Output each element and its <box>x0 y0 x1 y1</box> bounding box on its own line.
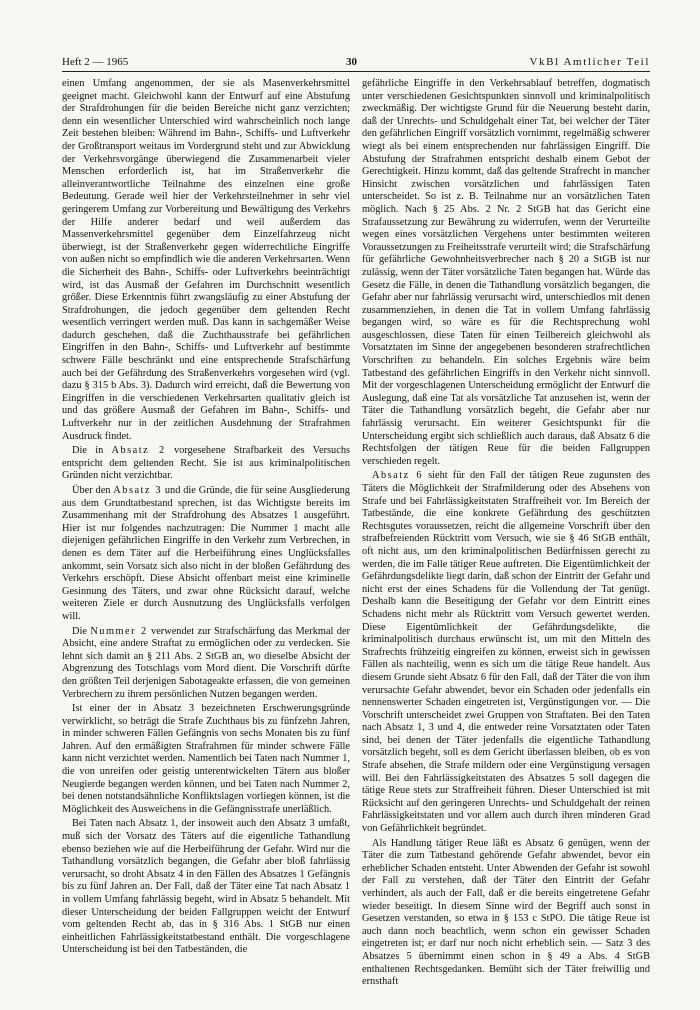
emphasized-reference: Nummer 2 <box>90 625 148 637</box>
paragraph <box>362 838 650 989</box>
paragraph-text: und die Gründe, die für seine Ausgliederung aus dem Grundtatbestand sprechen, ist das Wichtigste bereits im Zusammenhang mit der Strafdrohung des Absatzes 1 ausgeführt. Hier ist nur folgendes nachzutragen: Die Nummer 1 macht alle diejenigen gefährlichen Eingriffe in den Verkehr zum Verbrechen, in denen es dem Täter auf die Herbeiführung eines Unglücksfalles ankommt, sein Vorsatz sich also nicht in der bloßen Gefährdung des Verkehrs erschöpft. Diese Absicht offenbart meist eine kriminelle Gesinnung des Täters, und zwar ohne Rücksicht darauf, welche weiteren Ziele er durch Ausnutzung des Unglücksfalls verfolgen will. <box>62 485 350 622</box>
paragraph-text: Bei Taten nach Absatz 1, der insoweit auch den Absatz 3 umfaßt, muß sich der Vorsatz des Täters auf die eigentliche Tathandlung ebenso beziehen wie auf die Herbeiführung der Gefahr. Wird nur die Tathandlung vorsätzlich begangen, die Gefahr aber bloß fahrlässig verursacht, so droht Absatz 4 in den Fällen des Absatzes 1 Gefängnis bis zu fünf Jahren an. Der Fall, daß der Täter eine Tat nach Absatz 1 in vollem Umfang fahrlässig begeht, wird in Absatz 5 behandelt. Mit dieser Unterscheidung der beiden Fallgruppen weicht der Entwurf vom geltenden Recht ab, das in § 316 Abs. 1 StGB nur einen einheitlichen Fahrlässigkeitstatbestand enthält. Die vorgeschlagene Unterscheidung ist bei den Tatbeständen, die <box>62 818 350 956</box>
paragraph <box>62 626 350 702</box>
emphasized-reference: Absatz 2 <box>111 445 166 457</box>
paragraph-text: verwendet zur Strafschärfung das Merkmal der Absicht, eine andere Straftat zu ermöglichen oder zu verdecken. Sie lehnt sich damit an § 211 Abs. 2 StGB an, wo dieselbe Absicht der Abgrenzung des Totschlags vom Mord dient. Die Vorschrift dürfte den größten Teil derjenigen Sabotageakte erfassen, die von gemeinen Verbrechern zu ihrem persönlichen Nutzen begangen werden. <box>62 625 350 700</box>
issue-label: Heft 2 — 1965 <box>62 56 129 68</box>
paragraph-lead: Über den <box>72 485 114 496</box>
paragraph-text: gefährliche Eingriffe in den Verkehrsablauf betreffen, dogmatisch unter verschiedenen Gesichtspunkten sinnvoll und kriminalpolitisch zweckmäßig. Der wichtigste Grund für die Neuerung besteht darin, daß der Unrechts- und Schuldgehalt einer Tat, bei welcher der Täter den gefährlichen Eingriff vorsätzlich vornimmt, regelmäßig schwerer wiegt als bei einem entsprechenden nur fahrlässigen Eingriff. Die Abstufung der Strafrahmen entspricht deshalb einem Gebot der Gerechtigkeit. Hinzu kommt, daß das geltende Strafrecht in mancher Hinsicht zwischen vorsätzlichen und fahrlässigen Taten unterscheidet. So ist z. B. Teilnahme nur an vorsätzlichen Taten möglich. Nach § 25 Abs. 2 Nr. 2 StGB hat das Gericht eine Strafaussetzung zur Bewährung zu widerrufen, wenn der Verurteilte wegen eines vorsätzlichen Vergehens unter bestimmten weiteren Voraussetzungen zu Freiheitsstrafe verurteilt wird; die Strafschärfung für gefährliche Gewohnheitsverbrecher nach § 20 a StGB ist nur zulässig, wenn der Täter vorsätzliche Taten begangen hat. Würde das Gesetz die Fälle, in denen die Tathandlung vorsätzlich begangen, die Gefahr aber nur fahrlässig verursacht wird, unterschiedlos mit denen zusammenziehen, in denen die Tat in vollem Umfang fahrlässig begangen wird, so wäre es für die Rechtsprechung wohl ausgeschlossen, diese Taten für einen Teilbereich gleichwohl als Vorsatztaten im Sinne der angegebenen besonderen strafrechtlichen Vorschriften zu behandeln. Ein solches Ergebnis wäre beim Tatbestand des gefährlichen Eingriffs in den Verkehr nicht sinnvoll. Mit der vorgeschlagenen Unterscheidung ermöglicht der Entwurf die Auslegung, daß eine Tat als vorsätzliche Tat anzusehen ist, wenn der Täter die Tathandlung vorsätzlich begeht, die Gefahr aber nur fahrlässig verursacht. Ein weiterer Gesichtspunkt für die Unterscheidung ergibt sich schließlich auch daraus, daß Absatz 6 die Rechtsfolgen der tätigen Reue für die beiden Fallgruppen verschieden regelt. <box>362 78 650 467</box>
right-text-column <box>362 78 650 1000</box>
paragraph <box>62 818 350 957</box>
paragraph-lead: Die <box>72 625 91 637</box>
paragraph <box>62 78 350 443</box>
paragraph-text: sieht für den Fall der tätigen Reue zugunsten des Täters die Möglichkeit der Strafmilderung oder des Absehens von Strafe und bei Fahrlässigkeitstaten Straffreiheit vor. Im Bereich der Tatbestände, die eine konkrete Gefährdung des geschützten Rechtsgutes voraussetzen, reicht die allgemeine Vorschrift über den strafbefreienden Rücktritt vom Versuch, wie sie § 46 StGB enthält, oft nicht aus, um den kriminalpolitischen Bedürfnissen gerecht zu werden, die im Falle tätiger Reue auftreten. Die Eigentümlichkeit der Gefährdungsdelikte liegt darin, daß schon der Eintritt der Gefahr und nicht erst der eines Schadens für die Vollendung der Tat genügt. Deshalb kann die Beseitigung der Gefahr vor dem Eintritt eines Schadens nicht mehr als Rücktritt vom Versuch gewertet werden. Diese Eigentümlichkeit der Gefährdungsdelikte, die kriminalpolitisch durchaus erwünscht ist, um mit den Mitteln des Strafrechts frühzeitig eingreifen zu können, erweist sich in gewissen Fällen als nachteilig, wenn es sich um die tätige Reue handelt. Aus diesem Grunde sieht Absatz 6 für den Fall, daß der Täter die von ihm verursachte Gefahr abwendet, bevor ein Schaden oder jedenfalls ein nennenswerter Schaden eingetreten ist, Vergünstigungen vor. — Die Vorschrift unterscheidet zwei Gruppen von Straftaten. Bei den Taten nach Absatz 1, 3 und 4, die entweder reine Vorsatztaten oder Taten sind, bei denen der Täter jedenfalls die eigentliche Tathandlung vorsätzlich begeht, soll es dem Gericht überlassen bleiben, ob es von Strafe absehen, die Strafe mildern oder eine Vergünstigung versagen will. Bei den Fahrlässigkeitstaten des Absatzes 5 soll dagegen die tätige Reue stets zur Straffreiheit führen. Dieser Unterschied ist mit Rücksicht auf den geringeren Unrechts- und Schuldgehalt der reinen Fahrlässigkeitstaten und vor allem auch durch ihren minderen Grad von Gefährlichkeit begründet. <box>362 470 650 835</box>
emphasized-reference: Absatz 6 <box>372 470 424 482</box>
section-title: VkBl Amtlicher Teil <box>529 56 650 68</box>
page-number: 30 <box>346 56 357 68</box>
left-text-column <box>62 78 350 1000</box>
paragraph <box>62 445 350 483</box>
paragraph-text: Ist einer der in Absatz 3 bezeichneten Erschwerungsgründe verwirklicht, so beträgt die Strafe Zuchthaus bis zu fünfzehn Jahren, in minder schweren Fällen Gefängnis von sechs Monaten bis zu fünf Jahren. Auf den ermäßigten Strafrahmen für minder schwere Fälle kann nicht verzichtet werden. Namentlich bei Taten nach Nummer 1, die von unreifen oder geistig unterentwickelten Tätern aus bloßer Neugierde begangen werden können, und bei Taten nach Nummer 2, bei denen notstandsähnliche Konfliktslagen vorliegen können, ist die Möglichkeit des Ausweichens in die Gefängnisstrafe unerläßlich. <box>62 703 350 815</box>
paragraph <box>362 78 650 468</box>
paragraph <box>62 485 350 624</box>
paragraph <box>362 470 650 835</box>
paragraph-text: Als Handlung tätiger Reue läßt es Absatz 6 genügen, wenn der Täter die zum Tatbestand gehörende Gefahr abwendet, bevor ein erheblicher Schaden entsteht. Unter Abwenden der Gefahr ist sowohl der Fall zu verstehen, daß der Täter den Eintritt der Gefahr verhindert, als auch der Fall, daß er die bereits eingetretene Gefahr wieder beseitigt. In diesem Sinne wird der Begriff auch sonst in Gesetzen verstanden, so etwa in § 153 c StPO. Die tätige Reue ist auch dann noch beachtlich, wenn schon ein gewisser Schaden eingetreten ist; er darf nur noch nicht erheblich sein. — Satz 3 des Absatzes 5 übernimmt einen schon in § 49 a Abs. 4 StGB enthaltenen Rechtsgedanken. Bemüht sich der Täter freiwillig und ernsthaft <box>362 837 650 988</box>
paragraph-lead: Die in <box>72 445 112 457</box>
paragraph-text: vorgesehene Strafbarkeit des Versuchs entspricht dem geltenden Recht. Sie ist aus kriminalpolitischen Gründen nicht verzichtbar. <box>62 445 350 482</box>
paragraph-text: einen Umfang angenommen, der sie als Masenverkehrsmittel geeignet macht. Gleichwohl kann der Entwurf auf eine Abstufung der Strafdrohungen für die beiden Bereiche nicht ganz verzichten; denn ein wesentlicher Unterschied wird wahrscheinlich noch lange Zeit bestehen bleiben: Während im Bahn-, Schiffs- und Luftverkehr der Großtransport weitaus im Vordergrund steht und zur Abwicklung der Verkehrsvorgänge überwiegend die Zusammenarbeit vieler Menschen erforderlich ist, hat im Straßenverkehr die alleinverantwortliche Teilnahme des einzelnen eine große Bedeutung. Gerade weil hier der Verkehrsteilnehmer in sehr viel geringerem Umfang zur Vorbereitung und Bewältigung des Verkehrs der Hilfe anderer bedarf und weil außerdem das Massenverkehrsmittel gegenüber dem Einzelfahrzeug nicht überwiegt, ist der Straßenverkehr gegen widerrechtliche Eingriffe von außen nicht so empfindlich wie die anderen Verkehrsarten. Wenn die Sicherheit des Bahn-, Schiffs- oder Luftverkehrs beeinträchtigt wird, ist das Ausmaß der Gefahren im Durchschnitt wesentlich größer. Diese Erkenntnis führt zwangsläufig zu einer Abstufung der Strafdrohungen, die jedoch gegenüber dem geltenden Recht wesentlich verringert werden muß. Das kann in sachgemäßer Weise dadurch geschehen, daß die Zuchthausstrafe bei gefährlichen Eingriffen in den Bahn-, Schiffs- und Luftverkehr auf bestimmte schwere Fälle beschränkt und eine entsprechende Strafschärfung auch bei der Gefährdung des Straßenverkehrs vorgesehen wird (vgl. dazu § 315 b Abs. 3). Dadurch wird erreicht, daß die Bewertung von Eingriffen in die verschiedenen Verkehrsarten qualitativ gleich ist und das größere Ausmaß der Gefahren im Bahn-, Schiffs- und Luftverkehr nur in der zeitlichen Ausdehnung der Strafrahmen Ausdruck findet. <box>62 78 350 442</box>
emphasized-reference: Absatz 3 <box>113 485 163 496</box>
paragraph <box>62 703 350 816</box>
page-header <box>62 56 650 70</box>
header-rule <box>62 71 650 72</box>
